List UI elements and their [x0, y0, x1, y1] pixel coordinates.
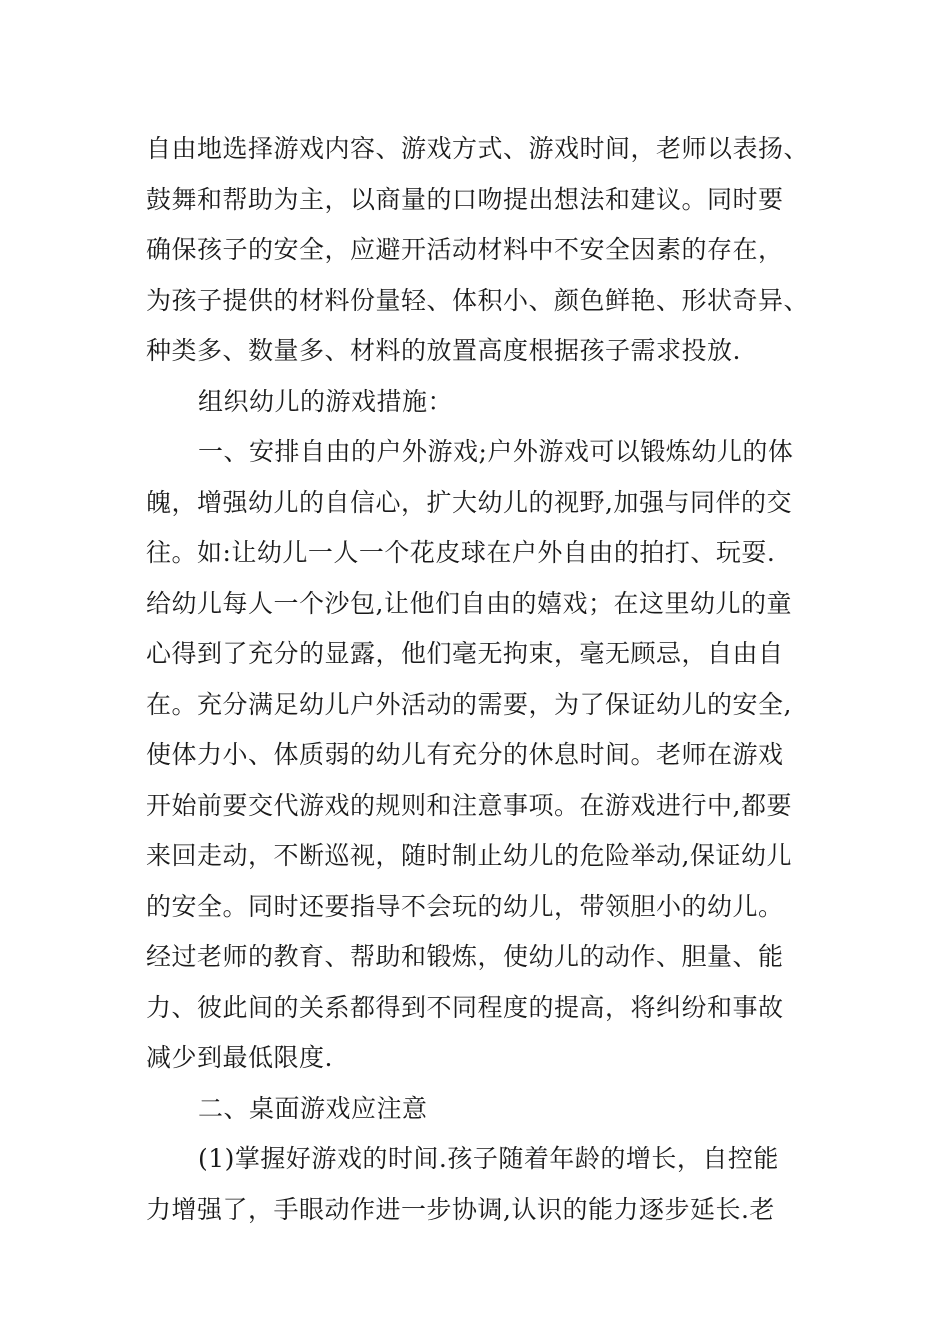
text-line: 心得到了充分的显露，他们毫无拘束，毫无顾忌，自由自: [146, 639, 784, 668]
text-line: 自由地选择游戏内容、游戏方式、游戏时间，老师以表扬、: [146, 134, 810, 163]
text-line: 确保孩子的安全，应避开活动材料中不安全因素的存在，: [146, 235, 784, 264]
text-line: 为孩子提供的材料份量轻、体积小、颜色鲜艳、形状奇异、: [146, 285, 810, 315]
text-line: 经过老师的教育、帮助和锻炼，使幼儿的动作、胆量、能: [146, 942, 784, 971]
text-line: 力增强了，手眼动作进一步协调,认识的能力逐步延长.老: [146, 1194, 775, 1224]
text-line: (1)掌握好游戏的时间.孩子随着年龄的增长，自控能: [198, 1144, 779, 1173]
text-line: 在。充分满足幼儿户外活动的需要，为了保证幼儿的安全,: [146, 689, 792, 719]
document-body: [146, 124, 810, 1235]
text-line: 来回走动，不断巡视，随时制止幼儿的危险举动,保证幼儿: [146, 841, 792, 870]
text-line: 种类多、数量多、材料的放置高度根据孩子需求投放.: [146, 336, 741, 365]
text-line: 一、安排自由的户外游戏;户外游戏可以锻炼幼儿的体: [198, 437, 794, 466]
text-line: 减少到最低限度.: [146, 1043, 333, 1072]
text-line: 开始前要交代游戏的规则和注意事项。在游戏进行中,都要: [146, 790, 792, 820]
text-line: 的安全。同时还要指导不会玩的幼儿，带领胆小的幼儿。: [146, 891, 784, 921]
text-line: 魄，增强幼儿的自信心，扩大幼儿的视野,加强与同伴的交: [146, 487, 792, 517]
text-line: 使体力小、体质弱的幼儿有充分的休息时间。老师在游戏: [146, 740, 784, 769]
text-line: 给幼儿每人一个沙包,让他们自由的嬉戏；在这里幼儿的童: [146, 588, 792, 618]
text-line: 力、彼此间的关系都得到不同程度的提高，将纠纷和事故: [146, 992, 784, 1022]
text-line: 往。如:让幼儿一人一个花皮球在户外自由的拍打、玩耍.: [146, 538, 776, 567]
section-heading: 二、桌面游戏应注意: [198, 1093, 428, 1123]
text-line: 鼓舞和帮助为主，以商量的口吻提出想法和建议。同时要: [146, 184, 784, 214]
section-heading: 组织幼儿的游戏措施：: [198, 386, 454, 416]
